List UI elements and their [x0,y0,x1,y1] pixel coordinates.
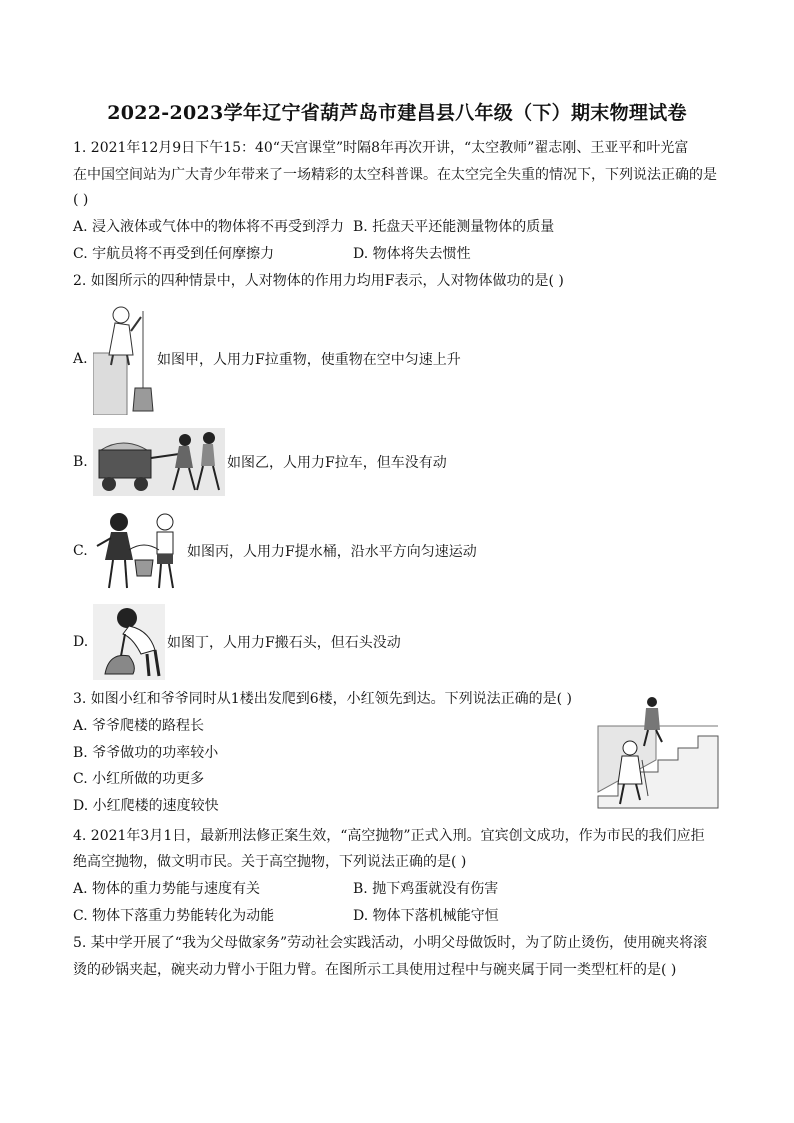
q2-option-a-text: 如图甲，人用力F拉重物，使重物在空中匀速上升 [157,352,461,368]
q4-option-b: B. 抛下鸡蛋就没有伤害 [353,881,499,897]
q5-line-2: 烫的砂锅夹起，碗夹动力臂小于阻力臂。在图所示工具使用过程中与碗夹属于同一类型杠杆的是( ) [73,962,677,978]
q2-option-c-row [73,510,477,592]
stair-climbing-figure [596,696,724,812]
q4-line-2: 绝高空抛物，做文明市民。关于高空抛物，下列说法正确的是( ) [73,854,467,870]
old-man-lifting-weight-figure [93,303,155,415]
q2-option-c-label: C. [73,543,88,559]
q1-line-2: 在中国空间站为广大青少年带来了一场精彩的太空科普课。在太空完全失重的情况下，下列说法正确的是 [73,167,717,183]
q1-option-b: B. 托盘天平还能测量物体的质量 [353,219,555,235]
q4-option-c: C. 物体下落重力势能转化为动能 [73,908,275,924]
q3-option-b: B. 爷爷做功的功率较小 [73,745,219,761]
q2-stem: 2. 如图所示的四种情景中，人对物体的作用力均用F表示，人对物体做功的是( ) [73,273,564,289]
kids-carrying-bucket-figure [93,510,185,592]
q1-option-c: C. 宇航员将不再受到任何摩擦力 [73,246,275,262]
q5-line-1: 5. 某中学开展了“我为父母做家务”劳动社会实践活动，小明父母做饭时，为了防止烫伤，使用碗夹将滚 [73,935,708,951]
q2-option-a-row [73,303,461,415]
q2-option-a-label: A. [73,351,88,367]
q2-option-d-label: D. [73,634,89,650]
q1-option-d: D. 物体将失去惯性 [353,246,471,262]
q3-option-c: C. 小红所做的功更多 [73,771,205,787]
q2-option-b-row [73,428,447,496]
kids-pulling-cart-figure [93,428,225,496]
q2-option-c-text: 如图丙，人用力F提水桶，沿水平方向匀速运动 [187,544,477,560]
q3-option-d: D. 小红爬楼的速度较快 [73,798,219,814]
q4-line-1: 4. 2021年3月1日，最新刑法修正案生效，“高空抛物”正式入刑。宜宾创文成功，作为市民的我们应拒 [73,828,705,844]
q3-stem: 3. 如图小红和爷爷同时从1楼出发爬到6楼，小红领先到达。下列说法正确的是( ) [73,691,572,707]
q1-line-1: 1. 2021年12月9日下午15：40“天宫课堂”时隔8年再次开讲，“太空教师”翟志刚、王亚平和叶光富 [73,140,689,156]
q2-option-d-row [73,604,401,680]
q4-option-a: A. 物体的重力势能与速度有关 [73,881,261,897]
q1-option-a: A. 浸入液体或气体中的物体将不再受到浮力 [73,219,345,235]
page-title: 2022-2023学年辽宁省葫芦岛市建昌县八年级（下）期末物理试卷 [107,102,687,124]
q1-line-3: ( ) [73,192,89,208]
q2-option-b-label: B. [73,454,88,470]
q2-option-b-text: 如图乙，人用力F拉车，但车没有动 [227,455,447,471]
q2-option-d-text: 如图丁，人用力F搬石头，但石头没动 [167,635,401,651]
woman-lifting-stone-figure [93,604,165,680]
q3-option-a: A. 爷爷爬楼的路程长 [73,718,205,734]
q4-option-d: D. 物体下落机械能守恒 [353,908,499,924]
